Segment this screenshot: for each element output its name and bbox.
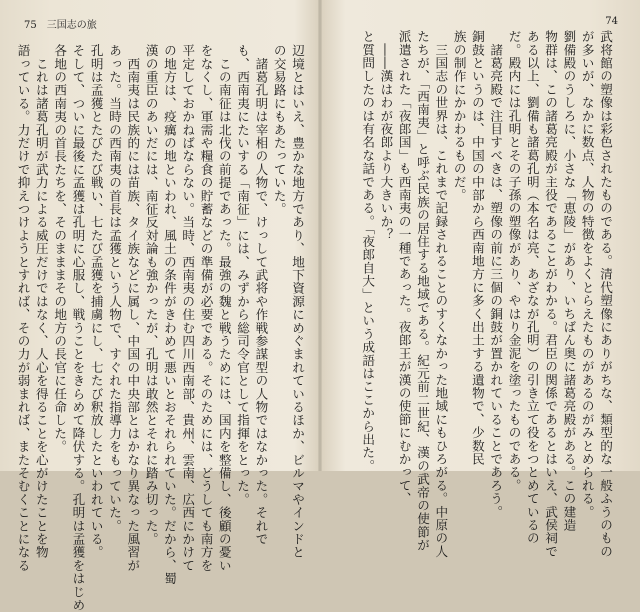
text-line: 漢の重臣のあいだには、南征反対論も強かったが、孔明は敢然とそれに踏み切った。 xyxy=(143,44,159,546)
left-page xyxy=(0,0,318,612)
text-line: 派遣された「夜郎国」も西南夷の一種であった。夜郎王が漢の使節にむかって、 xyxy=(396,30,412,506)
text-line: と質問したのは有名な話である。「夜郎自大」という成語はここから出た。 xyxy=(360,30,376,473)
right-page-number: 74 xyxy=(605,16,618,27)
text-line: 平定しておかねばならない。当時、西南夷の住む四川西南部、貴州、雲南、広西にかけて xyxy=(180,44,196,572)
right-page xyxy=(322,0,640,558)
text-line: 辺境とはいえ、豊かな地方であり、地下資源にめぐまれているほか、ビルマやインドと xyxy=(290,44,305,559)
text-line: 族の制作にかかわるものだ。 xyxy=(451,30,467,202)
text-line: 諸葛亮殿で注目すべきは、塑像の前に三個の銅鼓が置かれていることであろう。 xyxy=(488,30,504,519)
right-page-text xyxy=(358,30,614,558)
text-line: 各地の西南夷の首長たちを、そのまままその地方の長官に任命した。 xyxy=(52,44,68,454)
text-line: の地方は、疫癘の地といわれ、風土の条件がきわめて悪いとおそれられていた。だから、蜀 xyxy=(161,44,177,586)
text-line: 物群は、この諸葛亮殿が主役であることがわかる。君臣の関係であるとはいえ、武侯祠で xyxy=(543,30,559,558)
text-line: 孔明は孟獲とたびたび戦い、七たび孟獲を捕虜にし、七たび釈放したといわれている。 xyxy=(88,44,104,559)
text-line: そして、ついに最後に孟獲は孔明に心服し、戦うことをきらめて降伏する。孔明は孟獲をはじめ xyxy=(70,44,86,612)
text-line: が多いが、なかに数点、人物の特徴をよくとらえたものがあるのがみとめられる。 xyxy=(579,30,595,519)
text-line: 三国志の世界は、これまで記録されることのすくなかった地域にもひろがる。中原の人 xyxy=(433,30,449,558)
text-line: たちが、「西南夷」と呼ぶ民族の居住する地域である。紀元前二世紀、漢の武帝の使節が xyxy=(415,30,431,552)
text-line: ある以上、劉備も諸葛孔明（本名は亮、あざなが孔明）の引き立て役をつとめているの xyxy=(524,30,540,545)
text-line: あった。当時の西南夷の首長は孟獲という人物で、すぐれた指導力をもっていた。 xyxy=(107,44,123,533)
left-page-text xyxy=(13,44,306,612)
text-line: 劉備殿のうしろに、小さな「恵陵」があり、いちばん奥に諸葛亮殿がある。この建造 xyxy=(561,30,577,532)
text-line: 諸葛孔明は宰相の人物で、けっして武将や作戦参謀型の人物ではなかった。それで xyxy=(253,44,269,546)
text-line: これは諸葛孔明が武力による威圧だけではなく、人心を得ることを心がけたことを物 xyxy=(33,44,49,559)
text-line: 西南夷は民族的には苗族、タイ族などに属し、中国の中央部とはかなり異なった風習が xyxy=(125,44,141,572)
running-title: 三国志の旅 xyxy=(46,20,97,31)
text-line: だ。殿内には孔明とその子孫の塑像があり、やはり金泥を塗ったものである。 xyxy=(506,30,522,492)
text-line: をなくし、軍需や糧食の貯蓄などの準備が必要である。そのためには、どうしても南方を xyxy=(198,44,214,572)
text-line: 語っている。力だけで抑えつけようとすれば、その力が弱まれば、またそむくことになる xyxy=(15,44,31,572)
left-page-header xyxy=(24,16,97,31)
left-page-number: 75 xyxy=(24,20,37,31)
text-line: の交易路にもあたっていた。 xyxy=(271,44,287,216)
right-page-header xyxy=(605,16,618,27)
text-line: この南征は北伐の前提であった。最強の魏と戦うためには、国内を整備し、後顧の憂い xyxy=(216,44,232,572)
text-line: 武将館の塑像は彩色されたものである。清代塑像にありがちな、類型的な一般ふうのもの xyxy=(598,30,613,558)
text-line: ――漢はわが夜郎より大きいか？ xyxy=(378,30,394,242)
text-line: も、西南夷にたいする「南征」には、みずから総司令官として指揮をとった。 xyxy=(235,44,251,506)
text-line: 銅鼓というのは、中国の中部から西南地方に多く出土する遺物で、少数民 xyxy=(469,30,485,466)
